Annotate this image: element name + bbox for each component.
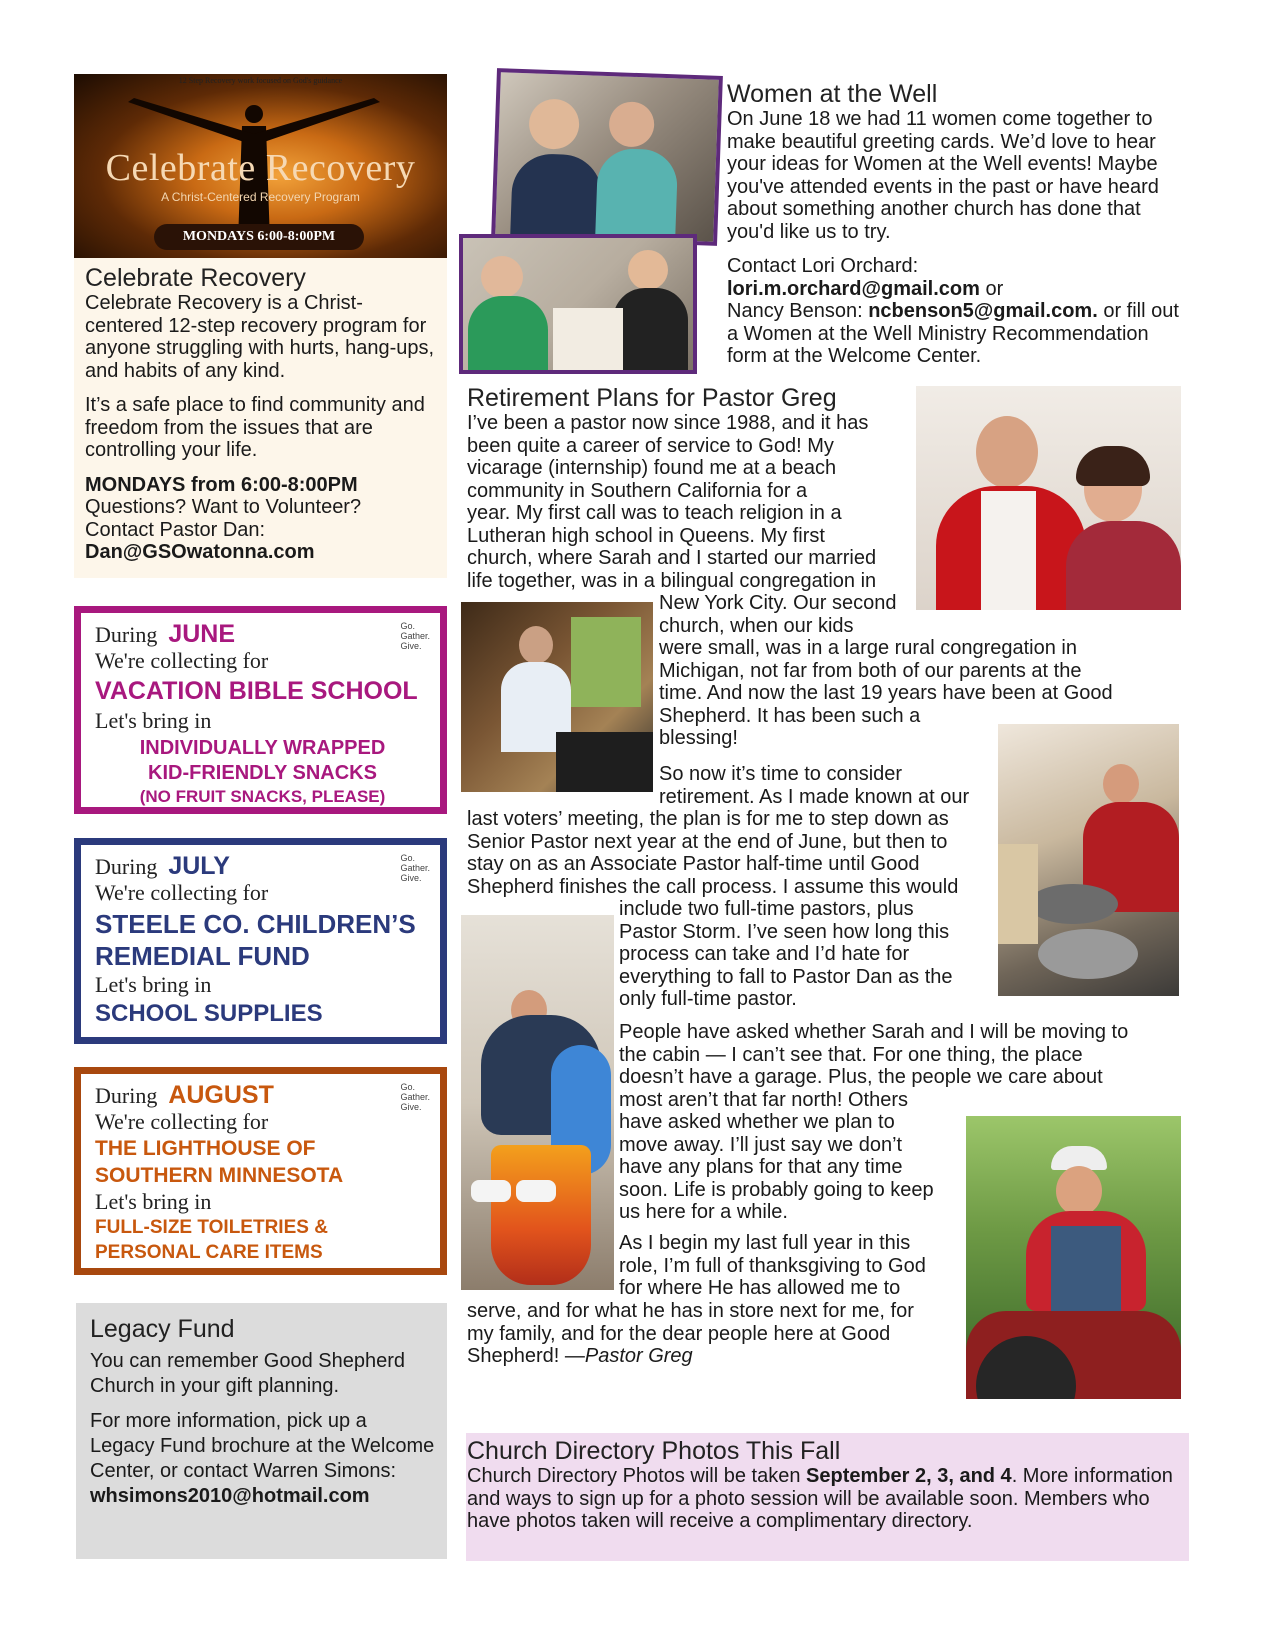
logo-tagline: A Christ-Centered Recovery Program bbox=[161, 190, 360, 204]
text-line: include two full-time pastors, plus bbox=[619, 898, 914, 920]
paragraph: You can remember Good Shepherd Church in your gift planning. bbox=[90, 1350, 406, 1397]
paragraph-tail: . More information and ways to sign up for a photo session will be available soon. Members who have photos taken will receive a complimentary directory. bbox=[467, 1465, 1173, 1532]
retirement-text-c bbox=[659, 763, 999, 808]
retirement-text-a bbox=[467, 412, 917, 592]
text-line: Senior Pastor next year at the end of June, but then to bbox=[467, 830, 948, 853]
person-shape bbox=[528, 98, 580, 150]
or-text: or bbox=[979, 277, 1004, 300]
cups-shape bbox=[998, 844, 1038, 944]
text-line: community in Southern California for a bbox=[467, 479, 808, 502]
logo-line: Gather. bbox=[400, 1092, 430, 1102]
contact-label: Contact Lori Orchard: bbox=[727, 255, 919, 277]
monday-schedule-pill: MONDAYS 6:00-8:00PM bbox=[154, 224, 364, 250]
text-line: Pastor Storm. I’ve seen how long this bbox=[619, 920, 950, 943]
during-label: During bbox=[95, 1083, 158, 1108]
logo-line: Gather. bbox=[400, 863, 430, 873]
text-line: been quite a career of service to God! My bbox=[467, 434, 834, 457]
celebrate-recovery-section bbox=[74, 258, 447, 578]
retirement-text-e bbox=[619, 898, 999, 1011]
person-shape bbox=[468, 296, 548, 374]
contact-text: Contact Pastor Dan: bbox=[85, 518, 266, 541]
person-shape bbox=[1103, 764, 1139, 804]
collection-item: PERSONAL CARE ITEMS bbox=[95, 1242, 323, 1263]
paragraph: On June 18 we had 11 women come together to make beautiful greeting cards. We’d love to hear your ideas for Women at the Well events! Maybe you've attended events in the past or have heard about something another church has done that you'd like us to try. bbox=[727, 108, 1159, 243]
text-line: People have asked whether Sarah and I will be moving to bbox=[619, 1021, 1129, 1043]
retirement-section-title: Retirement Plans for Pastor Greg bbox=[467, 384, 837, 412]
june-collection-box bbox=[74, 606, 447, 814]
person-shape bbox=[481, 256, 523, 298]
logo-line: Give. bbox=[400, 641, 422, 651]
section-title: Legacy Fund bbox=[90, 1315, 235, 1343]
august-collection-box bbox=[74, 1067, 447, 1275]
logo-line: Go. bbox=[400, 621, 415, 631]
window-shape bbox=[571, 617, 641, 707]
text-line: church, where Sarah and I started our married bbox=[467, 547, 877, 569]
text-line: life together, was in a bilingual congregation in bbox=[467, 569, 877, 592]
text-line: most aren’t that far north! Others bbox=[619, 1088, 909, 1111]
text-line: church, when our kids bbox=[659, 614, 854, 637]
paragraph: Celebrate Recovery is a Christ-centered 12-step recovery program for anyone struggling with hurts, hang-ups, and habits of any kind. bbox=[85, 292, 435, 382]
pastor-speaking-photo bbox=[461, 602, 653, 792]
collection-item: FULL-SIZE TOILETRIES & bbox=[95, 1217, 328, 1238]
text-line: process can take and I’d hate for bbox=[619, 943, 910, 965]
month-name: JUNE bbox=[168, 620, 236, 648]
text-line: the cabin — I can’t see that. For one thing, the place bbox=[619, 1043, 1083, 1066]
text-line: my family, and for the dear people here at Good bbox=[467, 1322, 891, 1345]
text-line: last voters’ meeting, the plan is for me to step down as bbox=[467, 808, 949, 830]
text-line: vicarage (internship) found me at a beach bbox=[467, 457, 837, 479]
during-label: During bbox=[95, 622, 158, 647]
text-line: time. And now the last 19 years have been at Good bbox=[659, 682, 1113, 704]
schedule-text: MONDAYS from 6:00-8:00PM bbox=[85, 473, 358, 496]
pot-shape bbox=[1038, 929, 1138, 979]
collection-cause: THE LIGHTHOUSE OF bbox=[95, 1137, 316, 1160]
text-line: serve, and for what he has in store next for me, for bbox=[467, 1300, 914, 1322]
paragraph-tail: or fill out a Women at the Well Ministry Recommendation form at the Welcome Center. bbox=[727, 300, 1179, 367]
text-line: So now it’s time to consider bbox=[659, 763, 903, 785]
logo-line: Go. bbox=[400, 1082, 415, 1092]
buffet-serving-photo bbox=[998, 724, 1179, 996]
person-shape bbox=[519, 626, 553, 664]
collecting-label: We're collecting for bbox=[95, 648, 269, 673]
pot-shape bbox=[1028, 884, 1118, 924]
flame-legs-shape bbox=[491, 1145, 591, 1285]
legacy-fund-section bbox=[76, 1303, 447, 1559]
paragraph: For more information, pick up a Legacy Fund brochure at the Welcome Center, or contact Warren Simons: bbox=[90, 1410, 435, 1482]
text-line: soon. Life is probably going to keep bbox=[619, 1178, 934, 1201]
women-card-making-photo bbox=[491, 68, 723, 246]
collecting-label: We're collecting for bbox=[95, 1109, 269, 1134]
pastor-on-tractor-photo bbox=[966, 1116, 1181, 1399]
contact-email[interactable]: whsimons2010@hotmail.com bbox=[90, 1485, 370, 1507]
bring-label: Let's bring in bbox=[95, 972, 212, 997]
logo-line: Go. bbox=[400, 853, 415, 863]
collection-item: KID-FRIENDLY SNACKS bbox=[148, 762, 377, 784]
month-name: JULY bbox=[168, 852, 230, 880]
collection-cause: VACATION BIBLE SCHOOL bbox=[95, 677, 418, 705]
text-line: have asked whether we plan to bbox=[619, 1111, 895, 1133]
person-shape bbox=[595, 148, 678, 241]
outstretched-arms-icon bbox=[114, 94, 394, 144]
section-title: Women at the Well bbox=[727, 80, 938, 108]
table-shape bbox=[553, 308, 623, 370]
logo-line: Give. bbox=[400, 1102, 422, 1112]
collection-item: INDIVIDUALLY WRAPPED bbox=[139, 737, 386, 759]
pastor-and-wife-photo bbox=[916, 386, 1181, 610]
retirement-text-h bbox=[467, 1300, 962, 1368]
questions-text: Questions? Want to Volunteer? bbox=[85, 496, 362, 518]
text-line: us here for a while. bbox=[619, 1201, 788, 1223]
paragraph: It’s a safe place to find community and freedom from the issues that are controlling your life. bbox=[85, 394, 425, 461]
person-shape bbox=[628, 250, 668, 290]
text-line: Michigan, not far from both of our parents at the bbox=[659, 659, 1082, 682]
hair-shape bbox=[1076, 446, 1150, 486]
collection-cause: REMEDIAL FUND bbox=[95, 941, 310, 971]
collection-note: (NO FRUIT SNACKS, PLEASE) bbox=[139, 787, 386, 806]
text-line: year. My first call was to teach religion in a bbox=[467, 502, 842, 524]
month-name: AUGUST bbox=[168, 1081, 274, 1109]
text-line: retirement. As I made known at our bbox=[659, 785, 970, 808]
text-line: move away. I’ll just say we don’t bbox=[619, 1133, 903, 1156]
shoe-shape bbox=[471, 1180, 511, 1202]
banner-top-line: 12 Step Recovery work focused on God's guidance bbox=[178, 76, 343, 85]
text-line: doesn’t have a garage. Plus, the people we care about bbox=[619, 1066, 1103, 1088]
person-shape bbox=[976, 416, 1038, 488]
signature: Pastor Greg bbox=[584, 1345, 693, 1367]
podium-shape bbox=[556, 732, 653, 792]
text-line: Shepherd finishes the call process. I assume this would bbox=[467, 875, 959, 898]
text-line: I’ve been a pastor now since 1988, and it has bbox=[467, 412, 869, 434]
text-line: role, I’m full of thanksgiving to God bbox=[619, 1254, 926, 1277]
text-line: everything to fall to Pastor Dan as the bbox=[619, 965, 953, 988]
section-title: Church Directory Photos This Fall bbox=[467, 1437, 841, 1465]
person-shape bbox=[1056, 1166, 1102, 1216]
women-table-photo bbox=[459, 234, 697, 374]
text-line: Shepherd. It has been such a bbox=[659, 704, 921, 727]
person-shape bbox=[510, 153, 603, 246]
women-at-the-well-section bbox=[727, 80, 1192, 368]
paragraph: Church Directory Photos will be taken bbox=[467, 1465, 807, 1487]
text-line: stay on as an Associate Pastor half-time until Good bbox=[467, 853, 920, 875]
text-line: blessing! bbox=[659, 727, 738, 749]
collecting-label: We're collecting for bbox=[95, 880, 269, 905]
contact-email[interactable]: Dan@GSOwatonna.com bbox=[85, 541, 315, 563]
text-line: for where He has allowed me to bbox=[619, 1277, 901, 1299]
person-shape bbox=[608, 101, 655, 148]
bring-label: Let's bring in bbox=[95, 708, 212, 733]
photo-dates: September 2, 3, and 4 bbox=[806, 1465, 1012, 1487]
person-shape bbox=[613, 288, 688, 373]
collection-item: SCHOOL SUPPLIES bbox=[95, 1000, 323, 1027]
retirement-text-g bbox=[619, 1232, 964, 1300]
collection-cause: STEELE CO. CHILDREN’S bbox=[95, 909, 416, 939]
text-line: As I begin my last full year in this bbox=[619, 1232, 911, 1254]
text-line: Lutheran high school in Queens. My first bbox=[467, 524, 825, 547]
shoe-shape bbox=[516, 1180, 556, 1202]
bring-label: Let's bring in bbox=[95, 1189, 212, 1214]
celebrate-recovery-logo: Celebrate Recovery bbox=[105, 147, 416, 189]
text-line: New York City. Our second bbox=[659, 592, 897, 614]
church-directory-section bbox=[466, 1433, 1189, 1561]
collection-cause: SOUTHERN MINNESOTA bbox=[95, 1164, 344, 1187]
text-line: have any plans for that any time bbox=[619, 1156, 903, 1178]
text-line: only full-time pastor. bbox=[619, 988, 797, 1010]
text-line: Shepherd! — bbox=[467, 1345, 585, 1367]
during-label: During bbox=[95, 854, 158, 879]
section-title: Celebrate Recovery bbox=[85, 264, 306, 292]
logo-line: Give. bbox=[400, 873, 422, 883]
retirement-text-d bbox=[467, 808, 997, 898]
text-line: were small, was in a large rural congregation in bbox=[659, 637, 1077, 659]
contact-email[interactable]: ncbenson5@gmail.com. bbox=[868, 300, 1098, 322]
contact-email[interactable]: lori.m.orchard@gmail.com bbox=[727, 277, 980, 300]
july-collection-box bbox=[74, 838, 447, 1044]
logo-line: Gather. bbox=[400, 631, 430, 641]
contact-name: Nancy Benson: bbox=[727, 300, 869, 322]
pastor-costume-photo bbox=[461, 915, 614, 1290]
celebrate-recovery-banner bbox=[74, 74, 447, 258]
